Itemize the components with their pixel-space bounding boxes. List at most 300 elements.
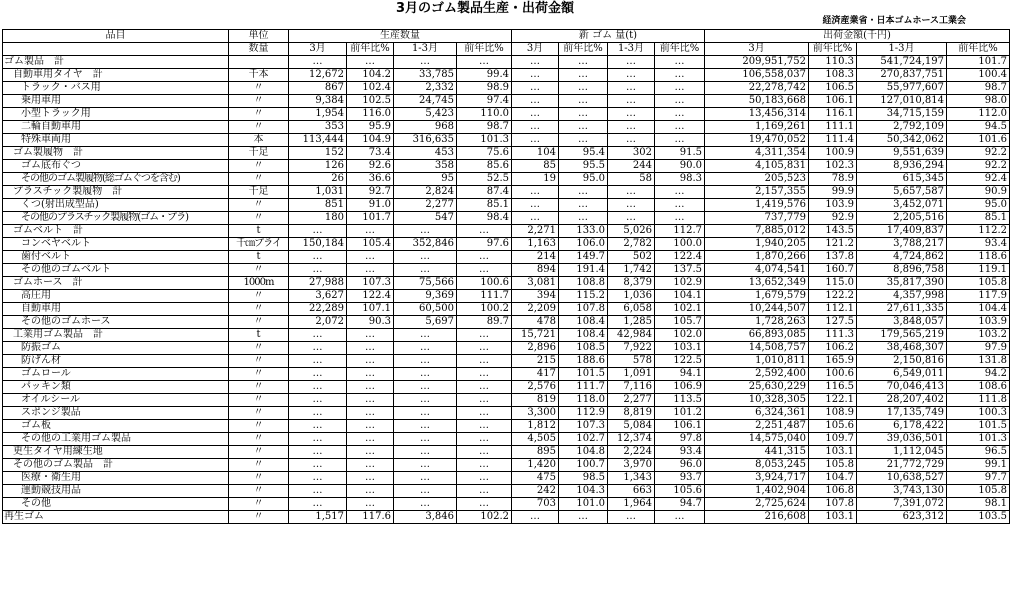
value-cell: 2,792,109: [857, 121, 947, 134]
value-cell: 152: [289, 147, 347, 160]
value-cell: …: [655, 199, 705, 212]
value-cell: 121.2: [809, 238, 857, 251]
value-cell: 89.7: [457, 316, 512, 329]
value-cell: 100.6: [457, 277, 512, 290]
value-cell: 3,970: [608, 459, 655, 472]
value-cell: 105.8: [947, 277, 1010, 290]
unit-cell: 本: [229, 134, 289, 147]
value-cell: 5,026: [608, 225, 655, 238]
value-cell: 116.5: [809, 381, 857, 394]
item-name: 自動車用: [3, 303, 229, 316]
value-cell: 143.5: [809, 225, 857, 238]
header-row-2: [3, 43, 1010, 56]
value-cell: 90.0: [655, 160, 705, 173]
value-cell: …: [608, 199, 655, 212]
table-row: [3, 82, 1010, 95]
value-cell: 1,742: [608, 264, 655, 277]
value-cell: …: [347, 264, 394, 277]
header-rubber-yoy: 前年比%: [559, 43, 608, 56]
value-cell: 104.4: [947, 303, 1010, 316]
value-cell: 98.1: [947, 498, 1010, 511]
value-cell: …: [394, 355, 457, 368]
value-cell: 316,635: [394, 134, 457, 147]
value-cell: 2,725,624: [705, 498, 809, 511]
unit-cell: [229, 56, 289, 69]
value-cell: 95: [394, 173, 457, 186]
value-cell: …: [347, 342, 394, 355]
item-name: 防振ゴム: [3, 342, 229, 355]
table-row: [3, 316, 1010, 329]
value-cell: 137.5: [655, 264, 705, 277]
value-cell: …: [289, 420, 347, 433]
value-cell: 895: [512, 446, 559, 459]
value-cell: 60,500: [394, 303, 457, 316]
table-row: [3, 264, 1010, 277]
value-cell: 96.0: [655, 459, 705, 472]
value-cell: 100.2: [457, 303, 512, 316]
item-name: 防げん材: [3, 355, 229, 368]
value-cell: 1,010,811: [705, 355, 809, 368]
value-cell: …: [559, 199, 608, 212]
value-cell: 133.0: [559, 225, 608, 238]
value-cell: 111.7: [457, 290, 512, 303]
value-cell: 93.4: [947, 238, 1010, 251]
value-cell: 6,324,361: [705, 407, 809, 420]
value-cell: …: [512, 511, 559, 524]
value-cell: 100.7: [559, 459, 608, 472]
value-cell: 101.7: [947, 56, 1010, 69]
value-cell: …: [347, 355, 394, 368]
unit-cell: 千足: [229, 147, 289, 160]
value-cell: 104.8: [559, 446, 608, 459]
value-cell: …: [394, 264, 457, 277]
value-cell: 78.9: [809, 173, 857, 186]
value-cell: 103.1: [655, 342, 705, 355]
value-cell: 8,379: [608, 277, 655, 290]
value-cell: 122.5: [655, 355, 705, 368]
value-cell: …: [347, 446, 394, 459]
value-cell: 302: [608, 147, 655, 160]
value-cell: 106.5: [809, 82, 857, 95]
value-cell: 75,566: [394, 277, 457, 290]
value-cell: …: [655, 134, 705, 147]
value-cell: …: [608, 121, 655, 134]
value-cell: 116.1: [809, 108, 857, 121]
table-row: [3, 420, 1010, 433]
value-cell: 352,846: [394, 238, 457, 251]
value-cell: 867: [289, 82, 347, 95]
value-cell: 95.5: [559, 160, 608, 173]
header-new-rubber: 新 ゴム 量(t): [512, 30, 705, 43]
table-row: [3, 108, 1010, 121]
value-cell: 102.3: [809, 160, 857, 173]
value-cell: …: [457, 446, 512, 459]
value-cell: 98.5: [559, 472, 608, 485]
table-row: [3, 290, 1010, 303]
value-cell: …: [457, 498, 512, 511]
value-cell: …: [347, 485, 394, 498]
item-name: 歯付ベルト: [3, 251, 229, 264]
value-cell: 188.6: [559, 355, 608, 368]
value-cell: 108.8: [559, 277, 608, 290]
value-cell: 111.8: [947, 394, 1010, 407]
value-cell: 42,984: [608, 329, 655, 342]
value-cell: …: [347, 433, 394, 446]
header-ship-yoy-cum: 前年比%: [947, 43, 1010, 56]
value-cell: 35,817,390: [857, 277, 947, 290]
value-cell: …: [512, 134, 559, 147]
value-cell: 108.3: [809, 69, 857, 82]
value-cell: …: [289, 56, 347, 69]
value-cell: …: [457, 459, 512, 472]
value-cell: 73.4: [347, 147, 394, 160]
value-cell: …: [655, 186, 705, 199]
value-cell: 101.0: [559, 498, 608, 511]
value-cell: 1,112,045: [857, 446, 947, 459]
value-cell: 2,277: [394, 199, 457, 212]
unit-cell: t: [229, 251, 289, 264]
value-cell: 102.2: [457, 511, 512, 524]
value-cell: 85.1: [947, 212, 1010, 225]
unit-cell: 〃: [229, 472, 289, 485]
item-name: 医療・衛生用: [3, 472, 229, 485]
value-cell: 2,332: [394, 82, 457, 95]
value-cell: 7,391,072: [857, 498, 947, 511]
value-cell: 96.5: [947, 446, 1010, 459]
value-cell: 94.5: [947, 121, 1010, 134]
value-cell: 94.1: [655, 368, 705, 381]
value-cell: 115.0: [809, 277, 857, 290]
value-cell: 103.5: [947, 511, 1010, 524]
value-cell: 22,289: [289, 303, 347, 316]
item-name: その他の工業用ゴム製品: [3, 433, 229, 446]
value-cell: 2,205,516: [857, 212, 947, 225]
item-name: その他のゴムホース: [3, 316, 229, 329]
value-cell: …: [289, 355, 347, 368]
value-cell: 819: [512, 394, 559, 407]
value-cell: 1,285: [608, 316, 655, 329]
value-cell: 541,724,197: [857, 56, 947, 69]
value-cell: 578: [608, 355, 655, 368]
value-cell: 36.6: [347, 173, 394, 186]
value-cell: …: [394, 368, 457, 381]
header-row-1: [3, 30, 1010, 43]
value-cell: 105.7: [655, 316, 705, 329]
value-cell: …: [289, 459, 347, 472]
unit-cell: 〃: [229, 407, 289, 420]
value-cell: 50,342,062: [857, 134, 947, 147]
item-name: くつ(射出成型品): [3, 199, 229, 212]
value-cell: 1,163: [512, 238, 559, 251]
value-cell: 104.3: [559, 485, 608, 498]
value-cell: 19,470,052: [705, 134, 809, 147]
value-cell: …: [457, 329, 512, 342]
value-cell: …: [394, 446, 457, 459]
value-cell: …: [608, 212, 655, 225]
value-cell: …: [289, 329, 347, 342]
value-cell: 9,384: [289, 95, 347, 108]
header-rubber-march: 3月: [512, 43, 559, 56]
unit-cell: 〃: [229, 303, 289, 316]
value-cell: 102.9: [655, 277, 705, 290]
value-cell: 8,053,245: [705, 459, 809, 472]
table-row: [3, 225, 1010, 238]
value-cell: 547: [394, 212, 457, 225]
header-quantity: 数量: [229, 43, 289, 56]
value-cell: 502: [608, 251, 655, 264]
value-cell: …: [559, 69, 608, 82]
table-row: [3, 355, 1010, 368]
value-cell: …: [394, 407, 457, 420]
value-cell: 100.4: [947, 69, 1010, 82]
value-cell: 106.2: [809, 342, 857, 355]
value-cell: 3,848,057: [857, 316, 947, 329]
value-cell: 9,551,639: [857, 147, 947, 160]
value-cell: 1,870,266: [705, 251, 809, 264]
value-cell: …: [457, 368, 512, 381]
item-name: 運動競技用品: [3, 485, 229, 498]
table-row: [3, 472, 1010, 485]
value-cell: 1,419,576: [705, 199, 809, 212]
value-cell: 97.4: [457, 95, 512, 108]
value-cell: 131.8: [947, 355, 1010, 368]
value-cell: …: [394, 56, 457, 69]
value-cell: …: [394, 329, 457, 342]
value-cell: 8,896,758: [857, 264, 947, 277]
value-cell: 102.1: [655, 303, 705, 316]
value-cell: …: [289, 485, 347, 498]
value-cell: 160.7: [809, 264, 857, 277]
value-cell: …: [512, 82, 559, 95]
value-cell: 107.8: [559, 303, 608, 316]
value-cell: 85.1: [457, 199, 512, 212]
value-cell: 33,785: [394, 69, 457, 82]
value-cell: 92.7: [347, 186, 394, 199]
header-production: 生産数量: [289, 30, 512, 43]
unit-cell: 〃: [229, 316, 289, 329]
value-cell: 703: [512, 498, 559, 511]
value-cell: …: [457, 485, 512, 498]
table-row: [3, 95, 1010, 108]
value-cell: …: [289, 407, 347, 420]
value-cell: 270,837,751: [857, 69, 947, 82]
table-row: [3, 199, 1010, 212]
value-cell: …: [457, 251, 512, 264]
value-cell: 95.9: [347, 121, 394, 134]
value-cell: 105.6: [655, 485, 705, 498]
value-cell: …: [347, 329, 394, 342]
unit-cell: 千足: [229, 186, 289, 199]
value-cell: 122.4: [655, 251, 705, 264]
header-rubber-yoy-cum: 前年比%: [655, 43, 705, 56]
value-cell: 3,452,071: [857, 199, 947, 212]
value-cell: 6,549,011: [857, 368, 947, 381]
value-cell: …: [289, 446, 347, 459]
value-cell: …: [655, 56, 705, 69]
value-cell: 26: [289, 173, 347, 186]
value-cell: 244: [608, 160, 655, 173]
value-cell: 98.7: [947, 82, 1010, 95]
value-cell: …: [347, 251, 394, 264]
value-cell: …: [289, 433, 347, 446]
value-cell: …: [512, 121, 559, 134]
value-cell: …: [347, 459, 394, 472]
value-cell: 101.5: [559, 368, 608, 381]
header-rubber-jan-mar: 1-3月: [608, 43, 655, 56]
value-cell: …: [608, 69, 655, 82]
value-cell: 97.7: [947, 472, 1010, 485]
value-cell: 111.7: [559, 381, 608, 394]
value-cell: 25,630,229: [705, 381, 809, 394]
value-cell: 102.4: [347, 82, 394, 95]
item-name: その他のゴム製品 計: [3, 459, 229, 472]
unit-cell: 千㎝プライ: [229, 238, 289, 251]
value-cell: 104.2: [347, 69, 394, 82]
value-cell: 87.4: [457, 186, 512, 199]
value-cell: …: [394, 225, 457, 238]
value-cell: 4,724,862: [857, 251, 947, 264]
value-cell: 894: [512, 264, 559, 277]
value-cell: 94.7: [655, 498, 705, 511]
value-cell: …: [289, 394, 347, 407]
value-cell: …: [347, 420, 394, 433]
value-cell: 4,311,354: [705, 147, 809, 160]
value-cell: 111.1: [809, 121, 857, 134]
table-row: [3, 134, 1010, 147]
table-row: [3, 498, 1010, 511]
value-cell: 103.9: [947, 316, 1010, 329]
value-cell: …: [559, 511, 608, 524]
value-cell: 95.0: [559, 173, 608, 186]
value-cell: …: [394, 472, 457, 485]
value-cell: 358: [394, 160, 457, 173]
value-cell: 99.9: [809, 186, 857, 199]
unit-cell: 千本: [229, 69, 289, 82]
value-cell: 92.2: [947, 147, 1010, 160]
item-name: オイルシール: [3, 394, 229, 407]
value-cell: …: [457, 420, 512, 433]
value-cell: 3,743,130: [857, 485, 947, 498]
unit-cell: 〃: [229, 199, 289, 212]
item-name: 更生タイヤ用練生地: [3, 446, 229, 459]
unit-cell: 〃: [229, 394, 289, 407]
value-cell: 66,893,085: [705, 329, 809, 342]
value-cell: 2,251,487: [705, 420, 809, 433]
value-cell: 115.2: [559, 290, 608, 303]
table-row: [3, 446, 1010, 459]
value-cell: 127.5: [809, 316, 857, 329]
value-cell: 12,374: [608, 433, 655, 446]
value-cell: 478: [512, 316, 559, 329]
value-cell: …: [289, 368, 347, 381]
value-cell: …: [608, 134, 655, 147]
header-item: 品目: [3, 30, 229, 43]
value-cell: 107.3: [347, 277, 394, 290]
value-cell: 475: [512, 472, 559, 485]
value-cell: 968: [394, 121, 457, 134]
unit-cell: 〃: [229, 290, 289, 303]
value-cell: 3,788,217: [857, 238, 947, 251]
value-cell: 103.1: [809, 446, 857, 459]
unit-cell: 〃: [229, 498, 289, 511]
value-cell: 2,592,400: [705, 368, 809, 381]
source-credit: 経済産業省・日本ゴムホース工業会: [822, 16, 966, 26]
value-cell: 92.4: [947, 173, 1010, 186]
value-cell: 97.6: [457, 238, 512, 251]
value-cell: …: [559, 95, 608, 108]
value-cell: 101.3: [457, 134, 512, 147]
value-cell: 113.5: [655, 394, 705, 407]
value-cell: 70,046,413: [857, 381, 947, 394]
value-cell: 106.1: [655, 420, 705, 433]
unit-cell: t: [229, 225, 289, 238]
value-cell: 107.8: [809, 498, 857, 511]
value-cell: 108.4: [559, 329, 608, 342]
table-row: [3, 251, 1010, 264]
table-row: [3, 433, 1010, 446]
item-name: 特殊車両用: [3, 134, 229, 147]
unit-cell: 〃: [229, 355, 289, 368]
value-cell: …: [394, 498, 457, 511]
value-cell: 1,964: [608, 498, 655, 511]
value-cell: 101.6: [947, 134, 1010, 147]
value-cell: 8,819: [608, 407, 655, 420]
header-prod-yoy-cum: 前年比%: [457, 43, 512, 56]
value-cell: 94.2: [947, 368, 1010, 381]
value-cell: 5,657,587: [857, 186, 947, 199]
value-cell: 5,697: [394, 316, 457, 329]
unit-cell: 〃: [229, 108, 289, 121]
value-cell: …: [559, 212, 608, 225]
value-cell: …: [608, 511, 655, 524]
value-cell: …: [512, 95, 559, 108]
value-cell: 1,812: [512, 420, 559, 433]
value-cell: 3,627: [289, 290, 347, 303]
value-cell: …: [559, 82, 608, 95]
value-cell: 117.6: [347, 511, 394, 524]
value-cell: 108.9: [809, 407, 857, 420]
value-cell: 112.9: [559, 407, 608, 420]
value-cell: 119.1: [947, 264, 1010, 277]
table-row: [3, 238, 1010, 251]
value-cell: 22,278,742: [705, 82, 809, 95]
value-cell: 165.9: [809, 355, 857, 368]
item-name: その他のゴム製履物(総ゴムぐつを含む): [3, 173, 229, 186]
value-cell: …: [559, 121, 608, 134]
unit-cell: 〃: [229, 368, 289, 381]
item-name: ゴム製品 計: [3, 56, 229, 69]
table-row: [3, 69, 1010, 82]
value-cell: 1,169,261: [705, 121, 809, 134]
value-cell: 50,183,668: [705, 95, 809, 108]
value-cell: …: [394, 394, 457, 407]
value-cell: …: [457, 56, 512, 69]
value-cell: …: [512, 186, 559, 199]
table-body: [3, 56, 1010, 524]
value-cell: 623,312: [857, 511, 947, 524]
header-prod-jan-mar: 1-3月: [394, 43, 457, 56]
value-cell: 85: [512, 160, 559, 173]
table-row: [3, 212, 1010, 225]
value-cell: 1,402,904: [705, 485, 809, 498]
value-cell: 91.0: [347, 199, 394, 212]
value-cell: 101.2: [655, 407, 705, 420]
value-cell: …: [512, 199, 559, 212]
value-cell: …: [457, 342, 512, 355]
value-cell: 150,184: [289, 238, 347, 251]
value-cell: 100.3: [947, 407, 1010, 420]
table-row: [3, 381, 1010, 394]
